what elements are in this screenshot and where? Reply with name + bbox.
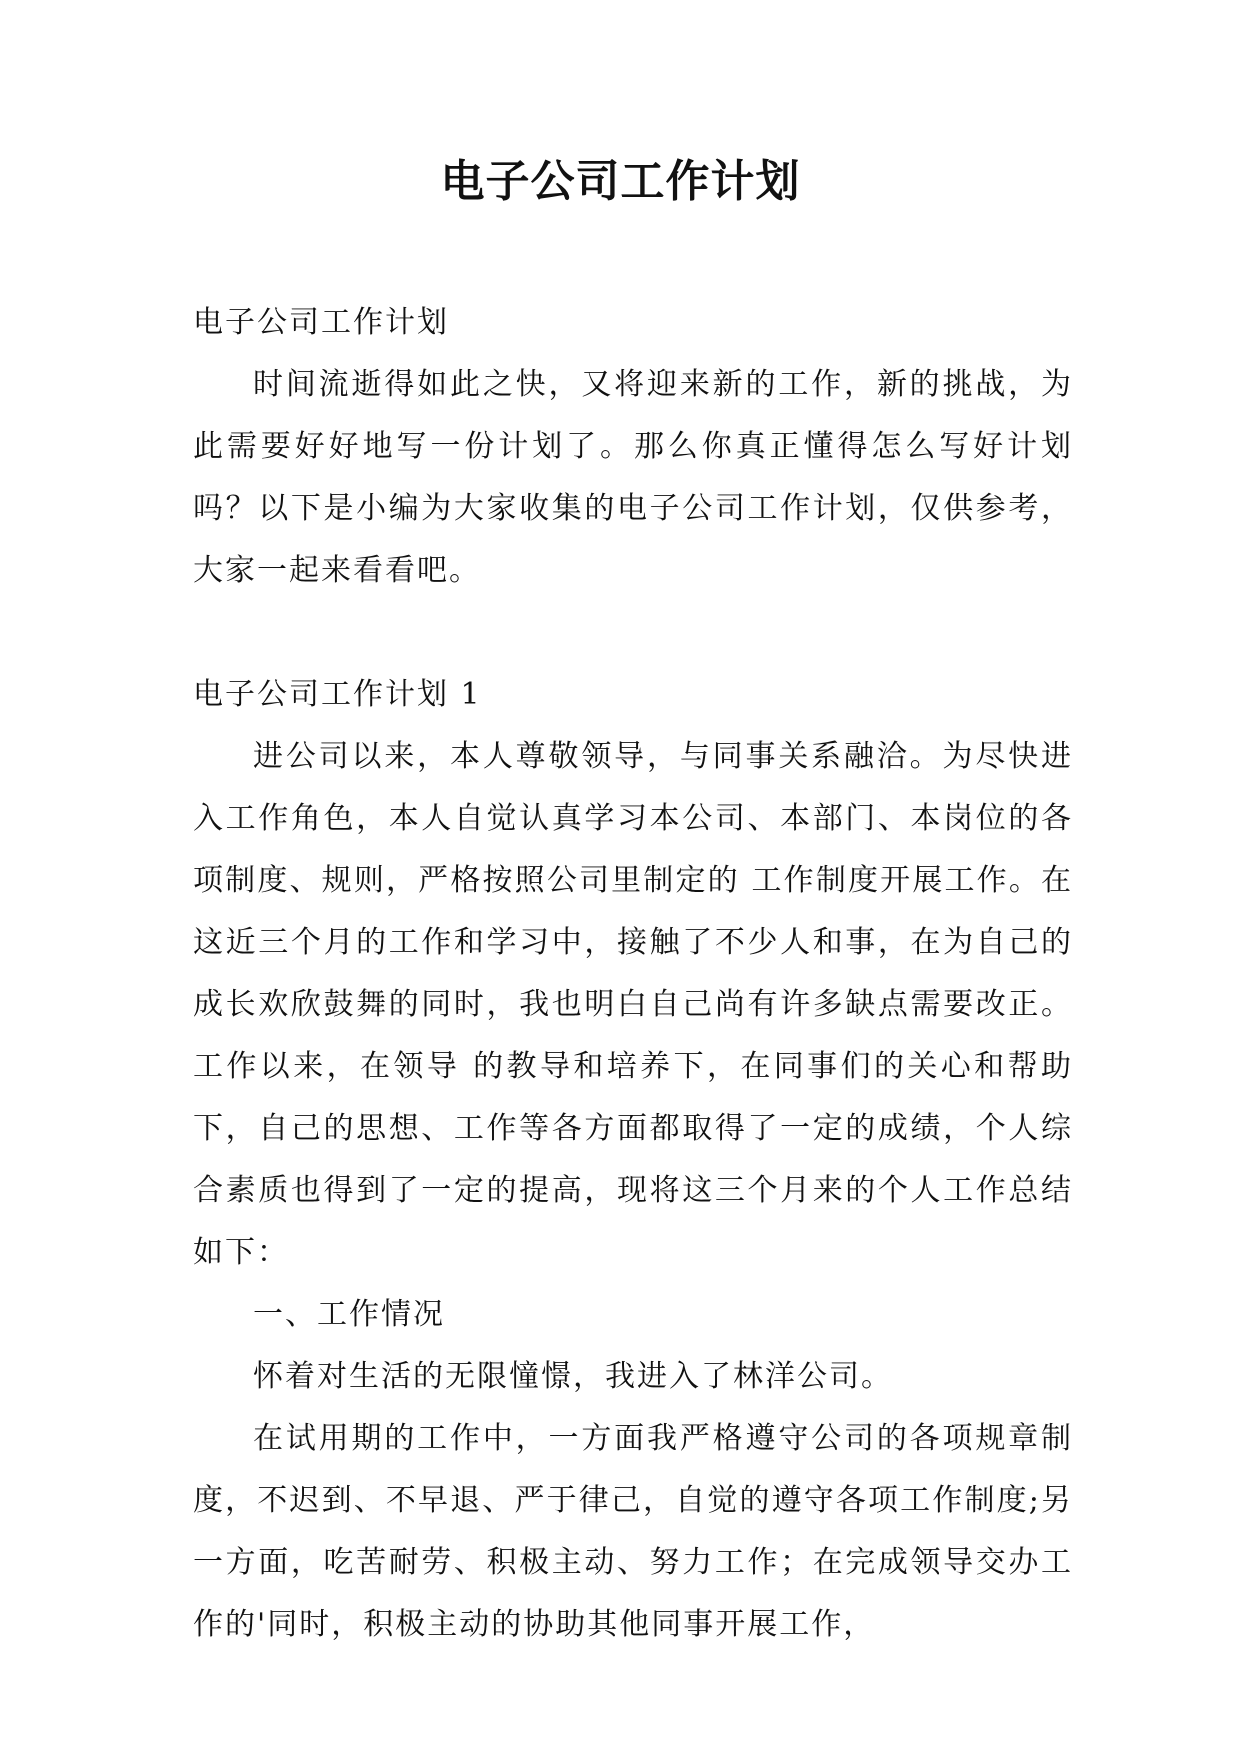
section-paragraph-3: 在试用期的工作中，一方面我严格遵守公司的各项规章制度，不迟到、不早退、严于律己，自觉的遵守各项工作制度;另一方面，吃苦耐劳、积极主动、努力工作；在完成领导交办工作的'同时，积极主动的协助其他同事开展工作， — [193, 1421, 1073, 1642]
section-paragraph-1: 进公司以来，本人尊敬领导，与同事关系融洽。为尽快进入工作角色，本人自觉认真学习本公司、本部门、本岗位的各项制度、规则，严格按照公司里制定的 工作制度开展工作。在这近三个月的工作和学习中，接触了不少人和事，在为自己的成长欢欣鼓舞的同时，我也明白自己尚有许多缺点需要改正。工作以来，在领导 的教导和培养下，在同事们的关心和帮助下，自己的思想、工作等各方面都取得了一定的成绩，个人综合素质也得到了一定的提高，现将这三个月来的个人工作总结 如下： — [193, 739, 1073, 1270]
section-spacer — [193, 602, 1073, 664]
section-subheading: 一、工作情况 — [253, 1297, 445, 1332]
document-body — [193, 292, 1073, 1656]
section-heading: 电子公司工作计划 1 — [193, 677, 482, 712]
section-paragraph-2: 怀着对生活的无限憧憬，我进入了林洋公司。 — [253, 1359, 893, 1394]
document-title: 电子公司工作计划 — [440, 156, 801, 207]
document-subtitle: 电子公司工作计划 — [193, 305, 449, 340]
intro-paragraph: 时间流逝得如此之快，又将迎来新的工作，新的挑战，为此需要好好地写一份计划了。那么你真正懂得怎么写好计划吗？以下是小编为大家收集的电子公司工作计划，仅供参考，大家一起来看看吧。 — [193, 367, 1073, 588]
